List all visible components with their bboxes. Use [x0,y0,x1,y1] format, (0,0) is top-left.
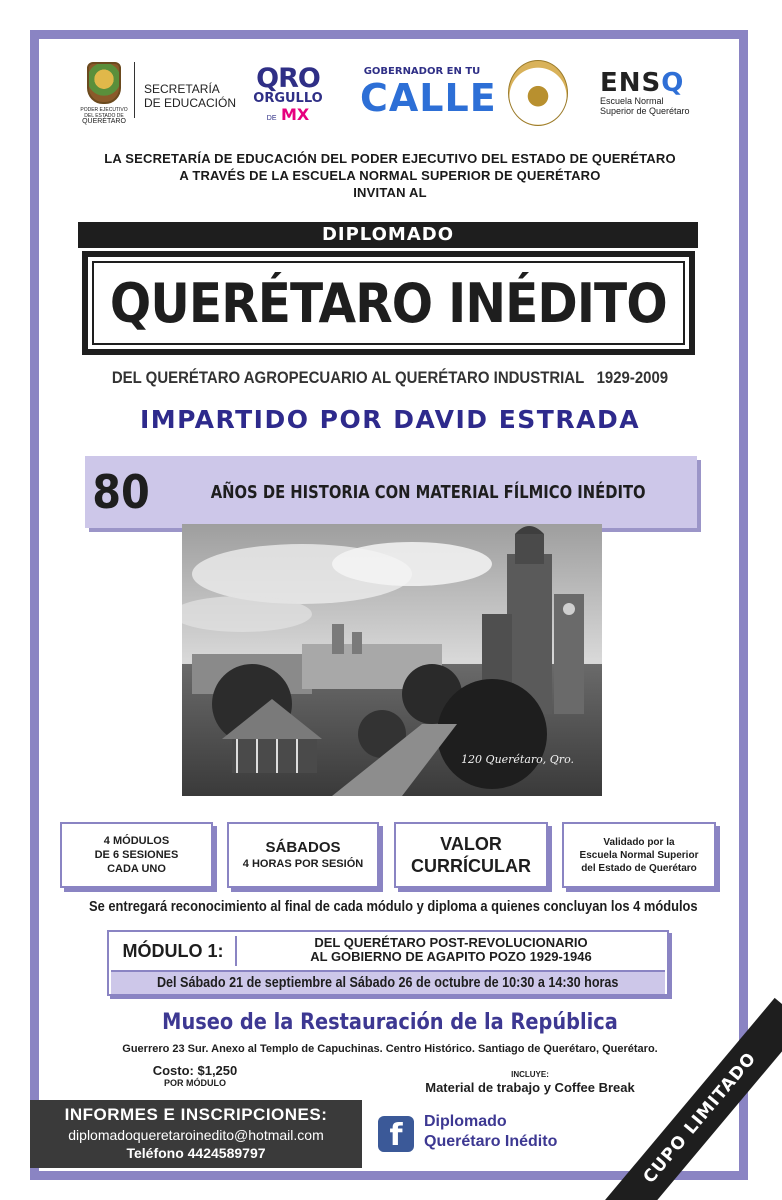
ens-wordmark: ENS [600,68,662,98]
museo-seal-logo [508,60,570,128]
gobernador-top: GOBERNADOR EN TU [363,66,481,77]
info-box-validado [562,822,716,888]
modulo-topic-line1: DEL QUERÉTARO POST-REVOLUCIONARIO [314,935,588,950]
secretaria-line2: DE EDUCACIÓN [144,96,237,110]
info-box1-line1: 4 MÓDULOS [103,835,170,847]
anos-band [85,456,697,528]
ens-logo [600,70,718,116]
crest-caption [78,107,130,125]
info-box1-line2: DE 6 SESIONES [94,849,179,861]
costo-per: POR MÓDULO [164,1078,226,1088]
subtitle-years: 1929-2009 [596,368,669,387]
secretaria-logo [144,82,236,110]
logos-row [78,60,718,140]
modulo-box [107,930,669,996]
queretaro-crest-logo [78,62,130,125]
modulo-dates-text: Del Sábado 21 de septiembre al Sábado 26 de octubre de 10:30 a 14:30 horas [157,974,619,991]
modulo-dates [111,970,665,994]
incluye-value: Material de trabajo y Coffee Break [425,1080,635,1095]
ens-sub-line2: Superior de Querétaro [600,106,690,116]
historic-photo [182,524,602,796]
intro-text [40,150,740,201]
gobernador-calle: CALLE [360,76,497,120]
subtitle [82,368,698,388]
info-box1-line3: CADA UNO [107,863,166,875]
incluye-block [390,1070,670,1095]
facebook-text [424,1112,557,1152]
reconocimiento-text: Se entregará reconocimiento al final de cada módulo y diploma a quienes concluyan los 4 módulos [89,898,698,915]
info-row [60,822,720,890]
informes-email[interactable]: diplomadoqueretaroinedito@hotmail.com [68,1127,324,1143]
crest-caption-big: QUERÉTARO [82,118,126,125]
modulo-label: MÓDULO 1: [122,941,224,961]
informes-block [30,1100,362,1168]
costo-block [130,1063,260,1089]
crest-caption-small: PODER EJECUTIVO DEL ESTADO DE [80,107,128,119]
ens-sub-line1: Escuela Normal [600,96,664,106]
anos-number: 80 [92,465,150,519]
page-title: QUERÉTARO INÉDITO [110,271,667,335]
subtitle-text: DEL QUERÉTARO AGROPECUARIO AL QUERÉTARO INDUSTRIAL [111,368,585,387]
cupo-limitado-ribbon: CUPO LIMITADO [595,998,782,1200]
info-box4-line3: del Estado de Querétaro [581,862,697,874]
informes-heading: INFORMES E INSCRIPCIONES: [64,1105,328,1124]
venue-address: Guerrero 23 Sur. Anexo al Templo de Capuchinas. Centro Histórico. Santiago de Querétaro, Querétaro. [122,1043,658,1055]
info-box-sabados [227,822,379,888]
informes-phone[interactable]: Teléfono 4424589797 [126,1145,266,1161]
intro-line3: INVITAN AL [353,185,427,200]
title-box [82,251,695,355]
anos-text: AÑOS DE HISTORIA CON MATERIAL FÍLMICO INÉDITO [210,481,646,503]
facebook-icon: f [378,1116,414,1152]
secretaria-line1: SECRETARÍA [144,82,220,96]
info-box3-line2: CURRÍCULAR [411,856,531,876]
intro-line1: LA SECRETARÍA DE EDUCACIÓN DEL PODER EJECUTIVO DEL ESTADO DE QUERÉTARO [104,151,676,166]
intro-line2: A TRAVÉS DE LA ESCUELA NORMAL SUPERIOR DE QUERÉTARO [179,168,601,183]
info-box4-line1: Validado por la [603,836,675,848]
incluye-label: INCLUYE: [511,1070,549,1079]
info-box-valor [394,822,548,888]
qro-wordmark: QRO [256,63,320,94]
info-box3-line1: VALOR [440,834,502,854]
modulo-topic-line2: AL GOBIERNO DE AGAPITO POZO 1929-1946 [310,949,592,964]
costo-amount: Costo: $1,250 [152,1063,238,1078]
coat-of-arms-icon [87,62,121,104]
title-inner [92,261,685,345]
facebook-line2: Querétaro Inédito [424,1133,558,1150]
qro-mx: MX [280,105,310,124]
info-box2-line2: 4 HORAS POR SESIÓN [242,858,364,870]
info-box2-line1: SÁBADOS [265,839,341,856]
photo-caption: 120 Querétaro, Qro. [461,753,574,766]
logo-divider [134,62,135,118]
facebook-link[interactable] [378,1112,598,1156]
modulo-divider [235,936,237,966]
modulo-topic [241,936,661,964]
diplomado-bar: DIPLOMADO [78,222,698,248]
venue-name: Museo de la Restauración de la República [162,1010,618,1035]
facebook-line1: Diplomado [424,1113,507,1130]
qro-orgullo-logo [248,63,328,125]
info-box-modulos [60,822,213,888]
impartido-text: IMPARTIDO POR DAVID ESTRADA [139,405,641,434]
qro-orgullo: ORGULLO [253,91,323,106]
info-box4-line2: Escuela Normal Superior [579,849,699,861]
gobernador-logo [360,66,497,120]
museo-seal-icon [508,60,568,126]
ens-q: Q [661,68,685,98]
qro-de: DE [266,115,277,122]
